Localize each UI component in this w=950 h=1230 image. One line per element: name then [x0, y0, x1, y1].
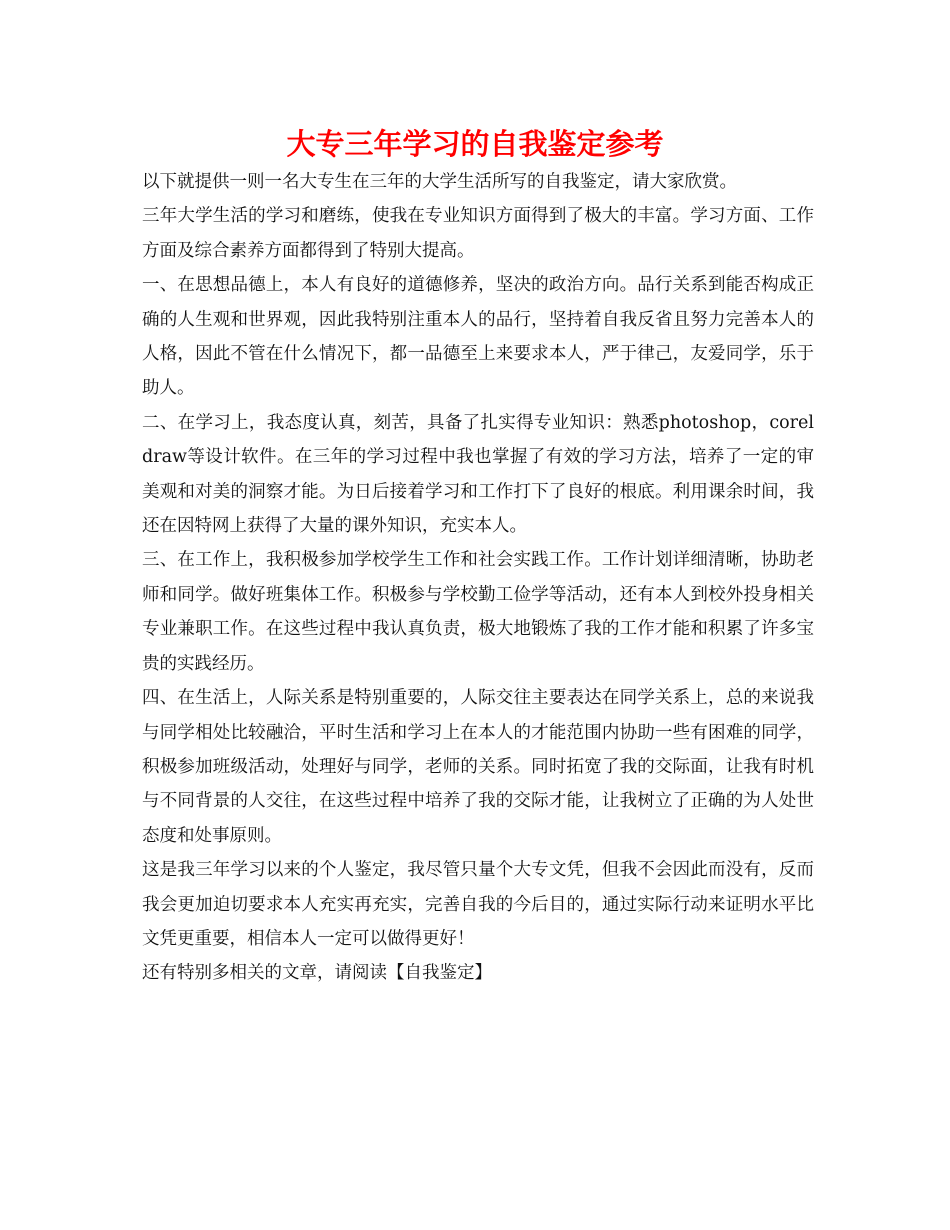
paragraph-summary: 三年大学生活的学习和磨练，使我在专业知识方面得到了极大的丰富。学习方面、工作方面及综合素养方面都得到了特别大提高。 — [142, 206, 814, 261]
paragraph-related-link: 还有特别多相关的文章，请阅读【自我鉴定】 — [142, 963, 492, 984]
paragraph-life: 四、在生活上，人际关系是特别重要的，人际交往主要表达在同学关系上，总的来说我与同学相处比较融洽，平时生活和学习上在本人的才能范围内协助一些有困难的同学，积极参加班级活动，处理好与同学，老师的关系。同时拓宽了我的交际面，让我有时机与不同背景的人交往，在这些过程中培养了我的交际才能，让我树立了正确的为人处世态度和处事原则。 — [142, 688, 814, 846]
document-body — [142, 165, 814, 991]
paragraph-work: 三、在工作上，我积极参加学校学生工作和社会实践工作。工作计划详细清晰，协助老师和同学。做好班集体工作。积极参与学校勤工俭学等活动，还有本人到校外投身相关专业兼职工作。在这些过程中我认真负责，极大地锻炼了我的工作才能和积累了许多宝贵的实践经历。 — [142, 550, 814, 674]
paragraph-morality: 一、在思想品德上，本人有良好的道德修养，坚决的政治方向。品行关系到能否构成正确的人生观和世界观，因此我特别注重本人的品行，坚持着自我反省且努力完善本人的人格，因此不管在什么情况下，都一品德至上来要求本人，严于律己，友爱同学，乐于助人。 — [142, 275, 814, 399]
paragraph-conclusion: 这是我三年学习以来的个人鉴定，我尽管只量个大专文凭，但我不会因此而没有，反而我会更加迫切要求本人充实再充实，完善自我的今后目的，通过实际行动来证明水平比文凭更重要，相信本人一定可以做得更好！ — [142, 860, 814, 949]
paragraph-study: 二、在学习上，我态度认真，刻苦，具备了扎实得专业知识：熟悉photoshop，coreldraw等设计软件。在三年的学习过程中我也掌握了有效的学习方法，培养了一定的审美观和对美的洞察才能。为日后接着学习和工作打下了良好的根底。利用课余时间，我还在因特网上获得了大量的课外知识，充实本人。 — [142, 412, 814, 537]
document-title: 大专三年学习的自我鉴定参考 — [286, 127, 664, 161]
paragraph-intro: 以下就提供一则一名大专生在三年的大学生活所写的自我鉴定，请大家欣赏。 — [142, 172, 737, 192]
